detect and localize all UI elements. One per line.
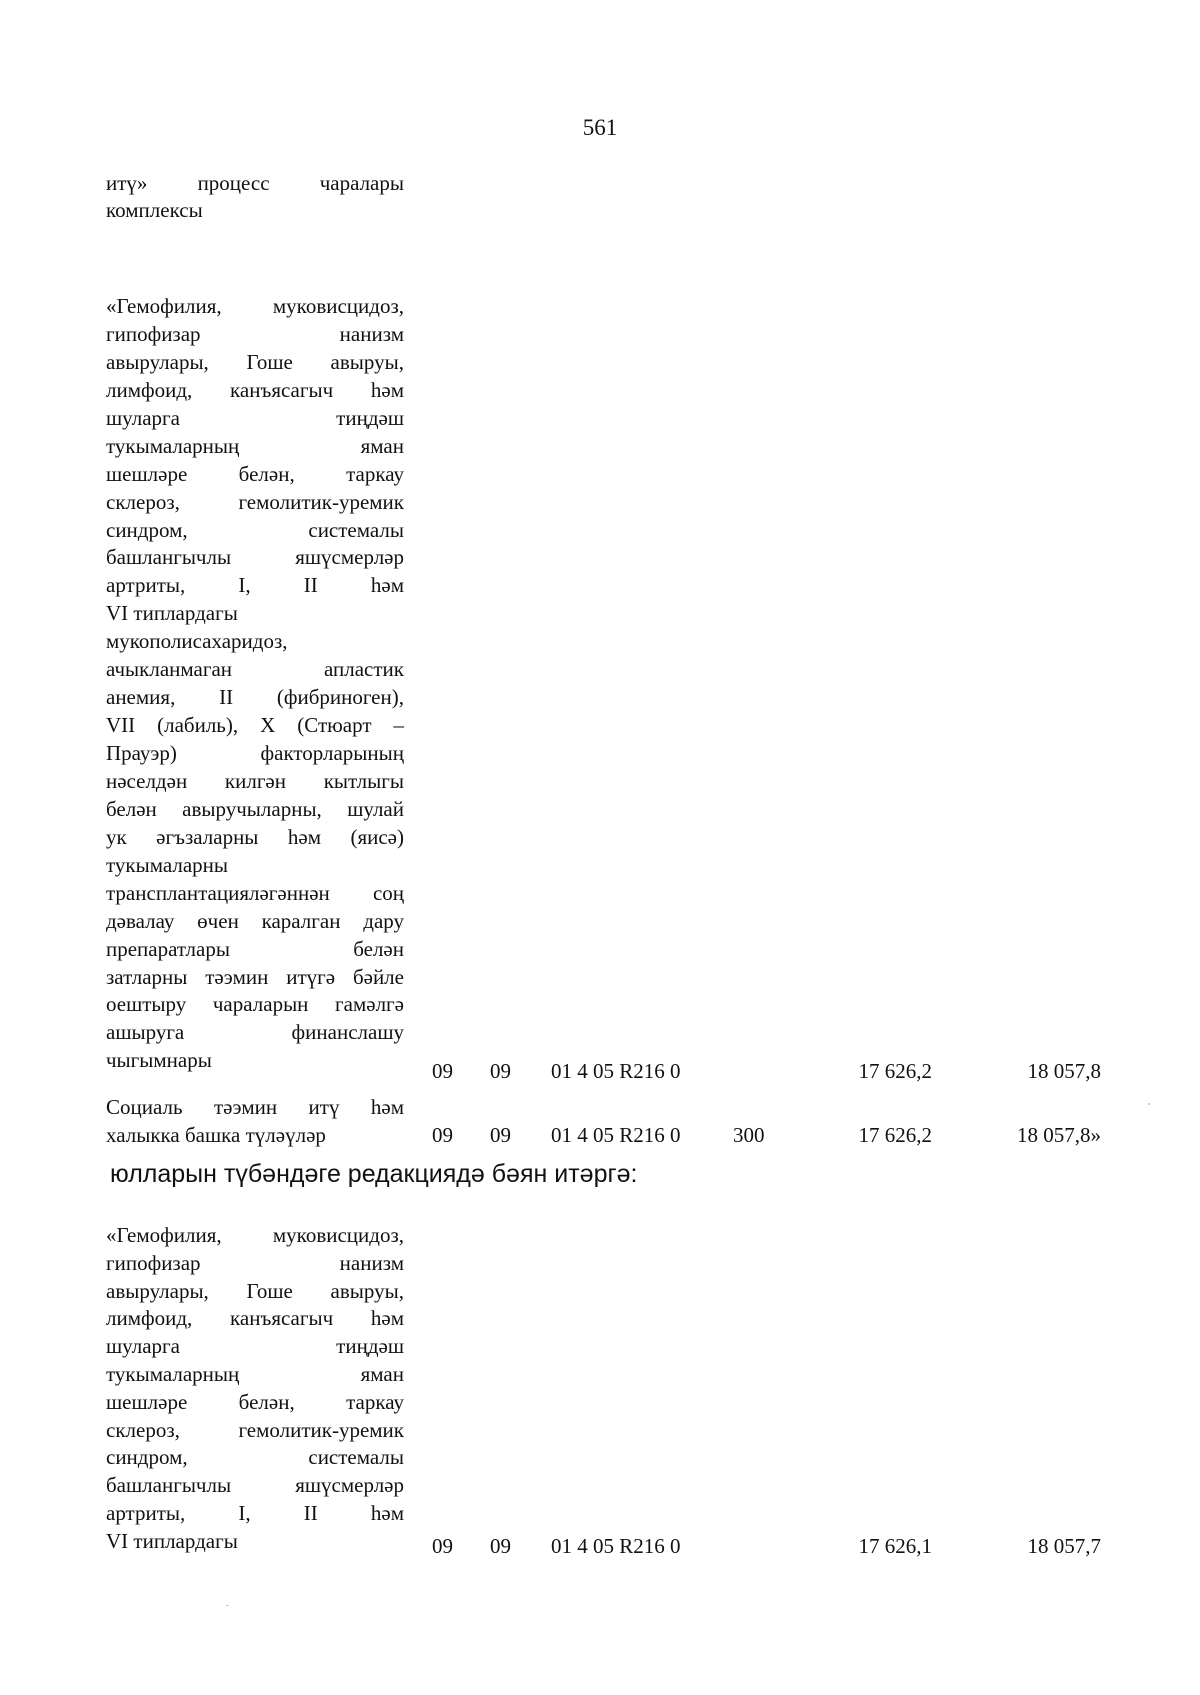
text-line: склероз, гемолитик-уремик <box>106 489 404 514</box>
text-line: препаратлары белән <box>106 936 404 961</box>
text-line: оештыру чараларын гамәлгә <box>106 992 404 1017</box>
new-row-1-subsection: 09 <box>490 1534 511 1558</box>
text-line: ашыруга финанслашу <box>106 1020 404 1045</box>
text-line: VI типлардагы <box>106 601 238 626</box>
text-line: нәселдән килгән кытлыгы <box>106 768 404 793</box>
carry-over-text <box>106 170 404 224</box>
row-2-amount-2: 18 057,8» <box>1017 1123 1101 1147</box>
page-number: 561 <box>582 115 618 140</box>
text-line: склероз, гемолитик-уремик <box>106 1417 404 1442</box>
text-line: VI типлардагы <box>106 1528 238 1553</box>
text-line: чыгымнары <box>106 1048 212 1073</box>
row-2-section: 09 <box>432 1123 453 1147</box>
text-line: артриты, I, II һәм <box>106 573 404 598</box>
row-1-subsection: 09 <box>490 1059 511 1083</box>
row-1-amount-2: 18 057,8 <box>1027 1059 1101 1083</box>
text-line: анемия, II (фибриноген), <box>106 685 404 710</box>
text-line: ук әгъзаларны һәм (яисә) <box>106 824 404 849</box>
text-line: халыкка башка түләүләр <box>106 1123 326 1147</box>
text-line: мукополисахаридоз, <box>106 629 288 654</box>
text-line: «Гемофилия, муковисцидоз, <box>106 1223 404 1247</box>
text-line: лимфоид, канъясагыч һәм <box>106 377 404 402</box>
row-2-target-article: 01 4 05 R216 0 <box>551 1123 681 1147</box>
text-line: шешләре белән, таркау <box>106 1389 404 1414</box>
text-line: синдром, системалы <box>106 517 404 542</box>
text-line: лимфоид, канъясагыч һәм <box>106 1306 404 1331</box>
row-2-expense-type: 300 <box>733 1123 765 1147</box>
text-line: комплексы <box>106 198 203 222</box>
text-line: трансплантацияләгәннән соң <box>106 880 404 905</box>
scan-speck <box>1148 1103 1150 1105</box>
text-line: тукымаларның яман <box>106 1361 404 1386</box>
new-row-1-amount-2: 18 057,7 <box>1027 1534 1101 1558</box>
text-line: ачыкланмаган апластик <box>106 657 404 682</box>
row-1-description <box>106 293 404 1075</box>
text-line: башлангычлы яшүсмерләр <box>106 1473 404 1498</box>
text-line: затларны тәэмин итүгә бәйле <box>106 964 404 989</box>
new-row-1-description <box>106 1222 404 1556</box>
text-line: «Гемофилия, муковисцидоз, <box>106 294 404 318</box>
text-line: тукымаларның яман <box>106 433 404 458</box>
new-row-1-target-article: 01 4 05 R216 0 <box>551 1534 681 1558</box>
row-2-subsection: 09 <box>490 1123 511 1147</box>
row-1-target-article: 01 4 05 R216 0 <box>551 1059 681 1083</box>
text-line: итү» процесс чаралары <box>106 171 404 195</box>
row-1-section: 09 <box>432 1059 453 1083</box>
text-line: белән авыручыларны, шулай <box>106 796 404 821</box>
text-line: шешләре белән, таркау <box>106 461 404 486</box>
text-line: Прауэр) факторларының <box>106 741 404 765</box>
text-line: VII (лабиль), X (Стюарт – <box>106 713 404 738</box>
text-line: Социаль тәэмин итү һәм <box>106 1095 404 1119</box>
text-line: шуларга тиңдәш <box>106 1334 404 1359</box>
new-row-1-amount-1: 17 626,1 <box>858 1534 932 1558</box>
text-line: башлангычлы яшүсмерләр <box>106 545 404 570</box>
instruction-text: юлларын түбәндәге редакциядә бәян итәргә: <box>110 1160 638 1188</box>
text-line: авырулары, Гоше авыруы, <box>106 349 404 374</box>
row-2-description <box>106 1093 404 1149</box>
text-line: синдром, системалы <box>106 1445 404 1470</box>
text-line: авырулары, Гоше авыруы, <box>106 1278 404 1303</box>
row-1-amount-1: 17 626,2 <box>858 1059 932 1083</box>
text-line: гипофизар нанизм <box>106 321 404 346</box>
text-line: дәвалау өчен каралган дару <box>106 908 404 933</box>
text-line: артриты, I, II һәм <box>106 1500 404 1525</box>
row-2-amount-1: 17 626,2 <box>858 1123 932 1147</box>
text-line: тукымаларны <box>106 852 229 877</box>
new-row-1-section: 09 <box>432 1534 453 1558</box>
scan-speck <box>226 1605 229 1606</box>
text-line: шуларга тиңдәш <box>106 405 404 430</box>
text-line: гипофизар нанизм <box>106 1250 404 1275</box>
